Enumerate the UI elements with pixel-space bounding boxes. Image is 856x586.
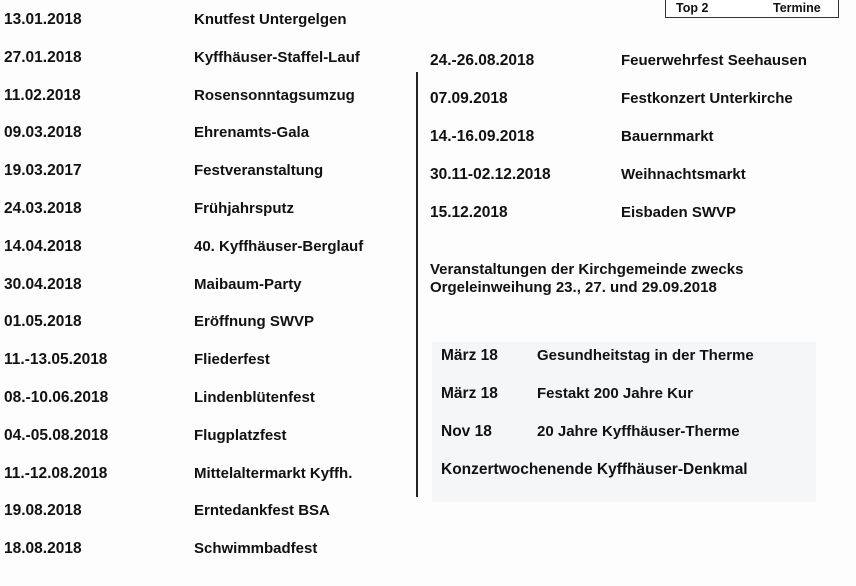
event-date: 04.-05.08.2018 xyxy=(4,426,109,444)
event-name: Fliederfest xyxy=(194,351,270,369)
event-date: 13.01.2018 xyxy=(4,11,82,28)
event-date: 27.01.2018 xyxy=(4,48,82,66)
event-date: Nov 18 xyxy=(441,423,492,440)
event-name: Lindenblütenfest xyxy=(194,389,315,406)
event-name: Feuerwehrfest Seehausen xyxy=(621,52,807,69)
event-date: 19.08.2018 xyxy=(4,502,82,520)
event-name: Erntedankfest BSA xyxy=(194,502,330,520)
event-date: 11.-12.08.2018 xyxy=(4,464,108,482)
event-name: Festveranstaltung xyxy=(194,162,324,180)
event-name: 20 Jahre Kyffhäuser-Therme xyxy=(537,423,740,440)
event-name: Kyffhäuser-Staffel-Lauf xyxy=(194,48,360,66)
event-name: Rosensonntagsumzug xyxy=(194,86,355,104)
event-date: 15.12.2018 xyxy=(430,204,508,221)
event-date: 24.-26.08.2018 xyxy=(430,52,535,69)
event-name: Gesundheitstag in der Therme xyxy=(537,347,754,364)
column-divider xyxy=(416,72,418,497)
event-date: 01.05.2018 xyxy=(4,313,82,331)
termine-label: Termine xyxy=(773,1,821,15)
event-name: Weihnachtsmarkt xyxy=(621,166,746,183)
event-date: 09.03.2018 xyxy=(4,124,82,142)
event-name: Flugplatzfest xyxy=(194,426,287,444)
event-date: 11.-13.05.2018 xyxy=(4,351,108,369)
event-date: 08.-10.06.2018 xyxy=(4,389,109,406)
event-date: 11.02.2018 xyxy=(4,86,81,104)
event-date: 30.04.2018 xyxy=(4,275,82,293)
event-date: 14.-16.09.2018 xyxy=(430,128,535,145)
event-date: 18.08.2018 xyxy=(4,540,82,558)
event-date: 30.11-02.12.2018 xyxy=(430,166,551,183)
event-date: 19.03.2017 xyxy=(4,162,82,180)
top-termine-label xyxy=(665,0,839,18)
event-date: 07.09.2018 xyxy=(430,90,508,107)
event-date: 14.04.2018 xyxy=(4,237,82,255)
event-name: 40. Kyffhäuser-Berglauf xyxy=(194,237,364,255)
event-date: März 18 xyxy=(441,347,498,364)
event-date: März 18 xyxy=(441,385,498,402)
event-name: Eisbaden SWVP xyxy=(621,204,737,221)
event-name: Bauernmarkt xyxy=(621,128,714,145)
church-note-line1: Veranstaltungen der Kirchgemeinde zwecks xyxy=(430,261,744,278)
church-note xyxy=(430,261,743,297)
church-note-line2: Orgeleinweihung 23., 27. und 29.09.2018 xyxy=(430,279,717,296)
event-date: 24.03.2018 xyxy=(4,200,82,217)
event-name: Knutfest Untergelgen xyxy=(194,11,347,28)
event-name: Mittelaltermarkt Kyffh. xyxy=(194,464,353,482)
event-name: Schwimmbadfest xyxy=(194,540,318,558)
event-name: Eröffnung SWVP xyxy=(194,313,314,331)
top-label: Top 2 xyxy=(676,1,709,15)
event-name: Maibaum-Party xyxy=(194,275,302,293)
event-name: Ehrenamts-Gala xyxy=(194,124,310,142)
kur-footer: Konzertwochenende Kyffhäuser-Denkmal xyxy=(441,461,748,478)
event-name: Festkonzert Unterkirche xyxy=(621,90,793,107)
event-name: Festakt 200 Jahre Kur xyxy=(537,385,693,402)
event-name: Frühjahrsputz xyxy=(194,200,294,217)
